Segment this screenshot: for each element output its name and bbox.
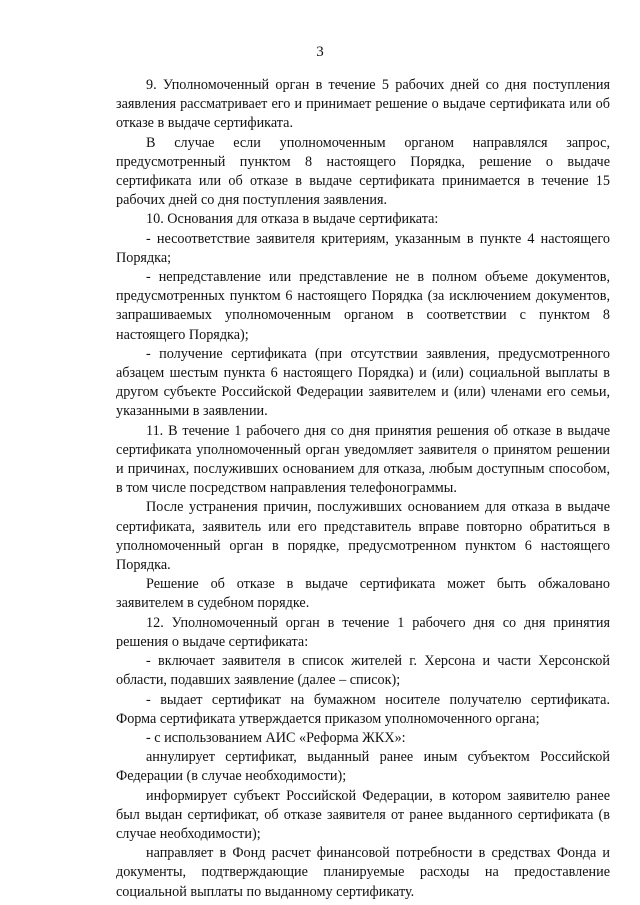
ais-send-to-fund: направляет в Фонд расчет финансовой потребности в средствах Фонда и документы, подтверждающие планируемые расходы на предоставление социальной выплаты по выданному сертификату. (116, 845, 610, 900)
paragraph-9-request-case: В случае если уполномоченным органом направлялся запрос, предусмотренный пунктом 8 настоящего Порядка, решение о выдаче сертификата или об отказе в выдаче сертификата принимается в течение 15 рабочих дней со дня поступления заявления. (116, 134, 610, 209)
action-issue-certificate: - выдает сертификат на бумажном носителе получателю сертификата. Форма сертификата утверждается приказом уполномоченного органа; (116, 691, 610, 727)
paragraph-10-heading: 10. Основания для отказа в выдаче сертификата: (146, 211, 439, 228)
refusal-reason-criteria: - несоответствие заявителя критериям, указанным в пункте 4 настоящего Порядка; (116, 230, 610, 266)
document-body (116, 76, 610, 902)
refusal-reason-documents: - непредставление или представление не в полном объеме документов, предусмотренных пунктом 6 настоящего Порядка (за исключением документов, запрашиваемых уполномоченным органом в соответствии с пунктом 8 настоящего Порядка); (116, 269, 610, 343)
paragraph-11: 11. В течение 1 рабочего дня со дня принятия решения об отказе в выдаче сертификата уполномоченный орган уведомляет заявителя о принятом решении и причинах, послуживших основанием для отказа, любым доступным способом, в том числе посредством направления телефонограммы. (116, 422, 610, 497)
paragraph-11-appeal: Решение об отказе в выдаче сертификата может быть обжаловано заявителем в судебном порядке. (116, 576, 610, 612)
ais-inform-region: информирует субъект Российской Федерации, в котором заявителю ранее был выдан сертификат, об отказе заявителя от ранее выданного сертификата (в случае необходимости); (116, 787, 610, 842)
paragraph-12-heading: 12. Уполномоченный орган в течение 1 рабочего дня со дня принятия решения о выдаче сертификата: (116, 614, 610, 650)
action-include-in-list: - включает заявителя в список жителей г. Херсона и части Херсонской области, подавших заявление (далее – список); (116, 653, 610, 689)
paragraph-11-reapply: После устранения причин, послуживших основанием для отказа в выдаче сертификата, заявитель или его представитель вправе повторно обратиться в уполномоченный орган в порядке, предусмотренном пунктом 6 настоящего Порядка. (116, 499, 610, 574)
ais-cancel-certificate: аннулирует сертификат, выданный ранее иным субъектом Российской Федерации (в случае необходимости); (116, 749, 610, 785)
action-ais-heading: - с использованием АИС «Реформа ЖКХ»: (146, 729, 406, 746)
paragraph-9: 9. Уполномоченный орган в течение 5 рабочих дней со дня поступления заявления рассматривает его и принимает решение о выдаче сертификата или об отказе в выдаче сертификата. (116, 77, 610, 132)
refusal-reason-other-region: - получение сертификата (при отсутствии заявления, предусмотренного абзацем шестым пункта 6 настоящего Порядка) и (или) социальной выплаты в другом субъекте Российской Федерации заявителем и (или) членами его семьи, указанными в заявлении. (116, 345, 610, 420)
page-number: 3 (316, 44, 324, 60)
